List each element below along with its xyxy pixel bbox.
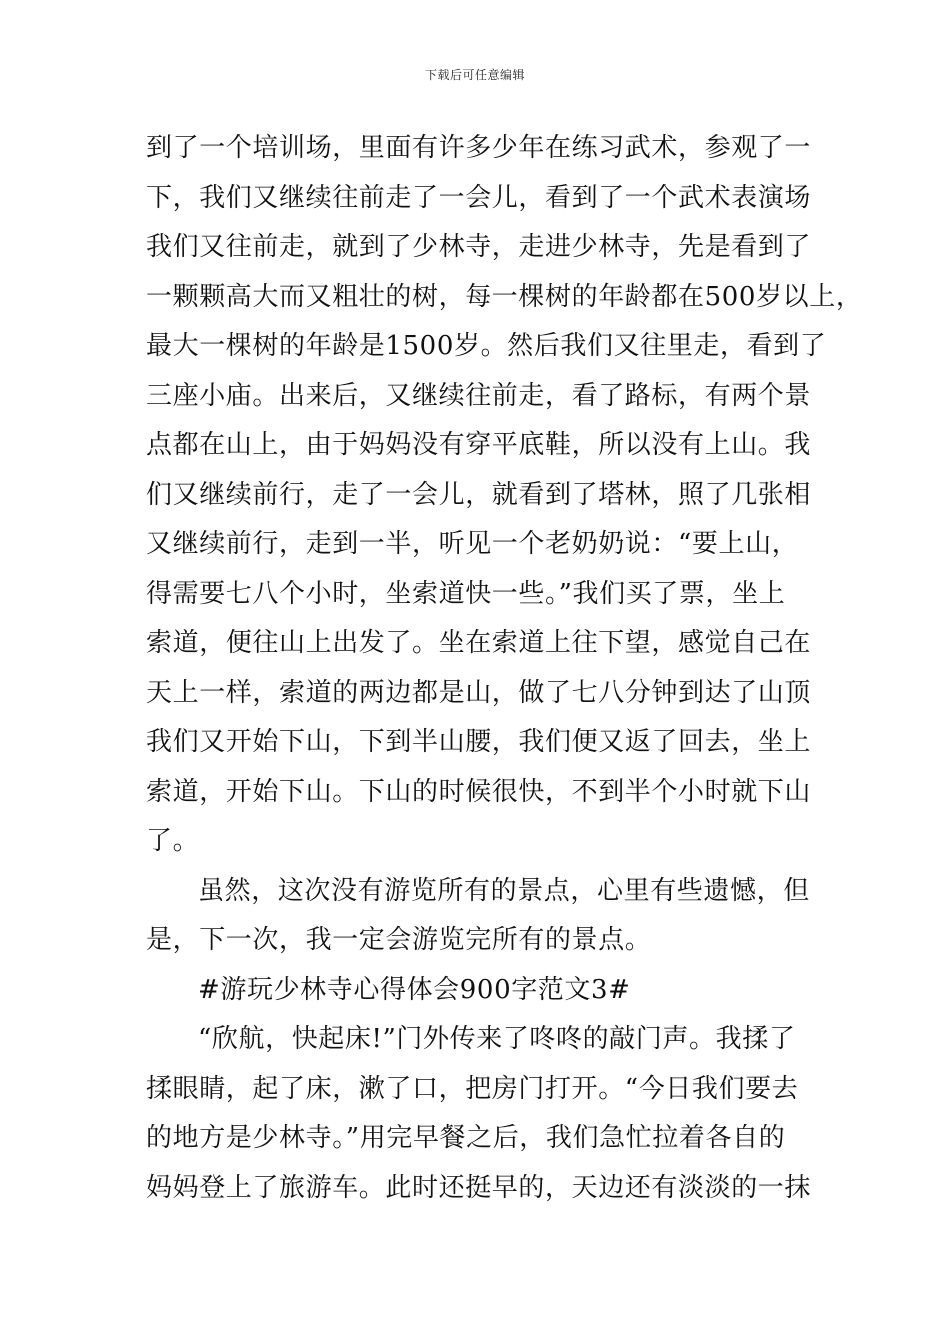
text-line: 天上一样，索道的两边都是山，做了七八分钟到达了山顶 (146, 677, 812, 708)
text-line: 们又继续前行，走了一会儿，就看到了塔林，照了几张相 (146, 479, 812, 510)
text-line: 下，我们又继续往前走了一会儿，看到了一个武术表演场 (146, 182, 812, 213)
paragraph-line: 是，下一次，我一定会游览完所有的景点。 (146, 925, 652, 955)
paragraph-line: 揉眼睛，起了床，漱了口，把房门打开。“今日我们要去 (146, 1073, 799, 1104)
text-line: 我们又开始下山，下到半山腰，我们便又返了回去，坐上 (146, 727, 812, 757)
text-line: 又继续前行，走到一半，听见一个老奶奶说：“要上山， (146, 529, 799, 559)
text-line: 得需要七八个小时，坐索道快一些。”我们买了票，坐上 (146, 578, 786, 609)
text-line: 一颗颗高大而又粗壮的树，每一棵树的年龄都在500岁以上， (146, 281, 863, 312)
paragraph-line: 虽然，这次没有游览所有的景点，心里有些遗憾，但 (198, 875, 810, 906)
section-title: #游玩少林寺心得体会900字范文3# (198, 974, 631, 1005)
text-line: 三座小庙。出来后，又继续往前走，看了路标，有两个景 (146, 380, 812, 411)
text-line: 到了一个培训场，里面有许多少年在练习武术，参观了一 (146, 133, 812, 163)
page-header: 下载后可任意编辑 (424, 68, 525, 82)
text-line: 了。 (146, 826, 200, 856)
document-body (146, 124, 863, 1213)
paragraph-line: 妈妈登上了旅游车。此时还挺早的，天边还有淡淡的一抹 (146, 1172, 812, 1203)
text-line: 我们又往前走，就到了少林寺，走进少林寺，先是看到了 (146, 232, 812, 262)
text-line: 点都在山上，由于妈妈没有穿平底鞋，所以没有上山。我 (146, 430, 812, 460)
text-line: 索道，便往山上出发了。坐在索道上往下望，感觉自己在 (146, 628, 812, 658)
text-line: 索道，开始下山。下山的时候很快，不到半个小时就下山 (146, 776, 812, 807)
text-line: 最大一棵树的年龄是1500岁。然后我们又往里走，看到了 (146, 331, 827, 361)
paragraph-line: 的地方是少林寺。”用完早餐之后，我们急忙拉着各自的 (146, 1123, 786, 1153)
paragraph-line: “欣航，快起床!”门外传来了咚咚的敲门声。我揉了 (198, 1024, 796, 1054)
